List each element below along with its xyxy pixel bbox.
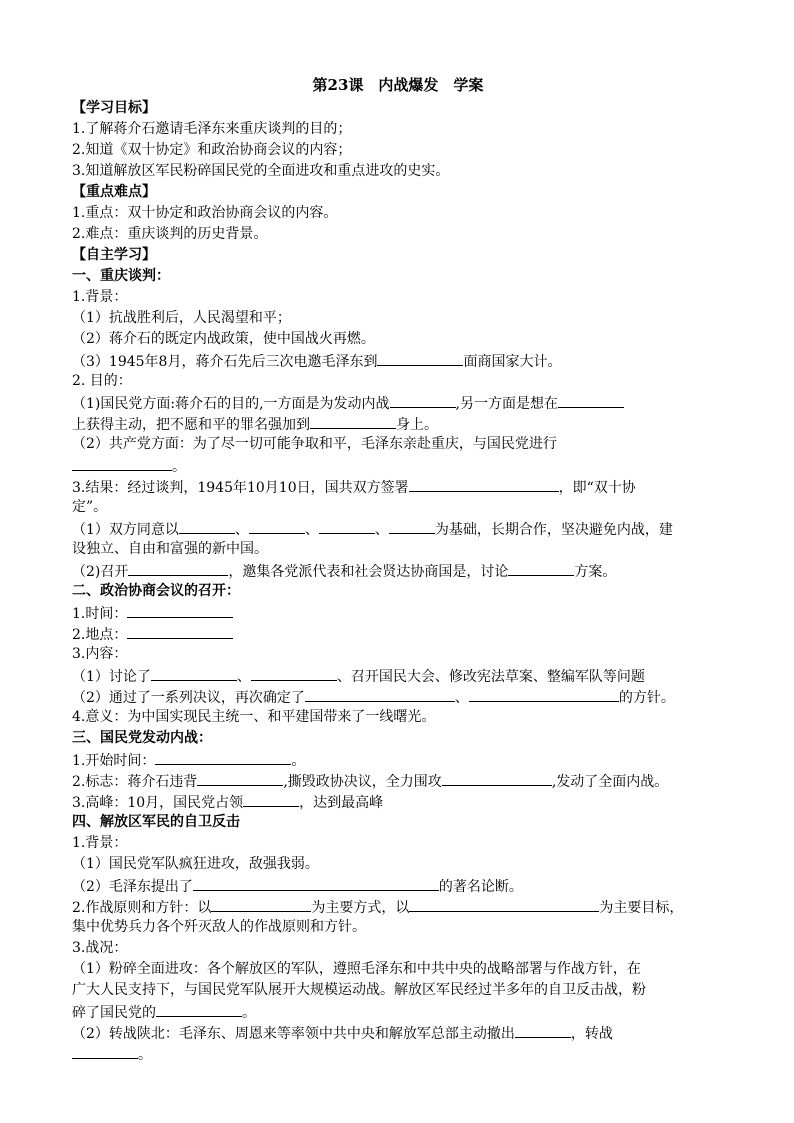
blank-field[interactable] [442,770,552,786]
blank-field[interactable] [319,518,375,534]
s4-war-label: 3.战况： [72,940,128,956]
keypoint-item: 2.难点：重庆谈判的历史背景。 [72,226,268,242]
keypoint-item: 1.重点：双十协定和政治协商会议的内容。 [72,205,338,221]
blank-field[interactable] [211,896,311,912]
objective-item: 3.知道解放区军民粉碎国民党的全面进攻和重点进攻的史实。 [72,163,450,179]
s1-aim-2: （2）共产党方面：为了尽一切可能争取和平，毛泽东亲赴重庆，与国民党进行 [72,436,557,452]
s2-content-1: （1）讨论了 、 、召开国民大会、修改宪法草案、整编军队等问题 [72,665,724,686]
blank-field[interactable] [409,896,599,912]
page-title: 第23课 内战爆发 学案 [312,76,484,94]
blank-field[interactable] [558,392,624,408]
blank-field[interactable] [156,1001,242,1017]
blank-field[interactable] [390,392,456,408]
objective-item: 1.了解蒋介石邀请毛泽东来重庆谈判的目的； [72,121,352,137]
s2-time: 1.时间： [72,602,724,623]
s4-principle: 2.作战原则和方针：以 为主要方式，以 为主要目标， [72,896,724,917]
s3-peak: 3.高峰：10月，国民党占领 ，达到最高峰 [72,791,724,812]
s4-background-2: （2）毛泽东提出了 的著名论断。 [72,875,724,896]
s1-background-label: 1.背景： [72,289,128,305]
objectives-heading: 【学习目标】 [72,100,156,116]
blank-field[interactable] [469,686,619,702]
objective-item: 2.知道《双十协定》和政治协商会议的内容； [72,142,352,158]
s4-war-1: （1）粉碎全面进攻：各个解放区的军队，遵照毛泽东和中共中央的战略部署与作战方针，在 [72,961,641,977]
s1-result-cont: 定”。 [72,499,108,515]
s4-background-label: 1.背景： [72,835,128,851]
blank-field[interactable] [155,749,291,765]
s1-result: 3.结果：经过谈判，1945年10月10日，国共双方签署 ，即“双十协 [72,476,724,497]
s2-content-label: 3.内容： [72,646,128,662]
s3-mark: 2.标志：蒋介石违背 ,撕毁政协决议，全力围攻 ,发动了全面内战。 [72,770,724,791]
blank-field[interactable] [377,350,463,366]
s4-war-1-end: 碎了国民党的 。 [72,1001,724,1022]
s1-aim-1: （1)国民党方面:蒋介石的目的,一方面是为发动内战 ,另一方面是想在 [72,392,724,413]
blank-field[interactable] [72,1043,138,1059]
blank-field[interactable] [151,665,237,681]
s1-aim-1-cont: 上获得主动，把不愿和平的罪名强加到 身上。 [72,413,724,434]
s2-place: 2.地点： [72,623,724,644]
s4-war-2-cont: 。 [72,1043,724,1064]
s1-aim-2-cont: 。 [72,455,724,476]
s2-meaning: 4.意义：为中国实现民主统一、和平建国带来了一线曙光。 [72,709,436,725]
blank-field[interactable] [179,518,235,534]
s4-background-1: （1）国民党军队疯狂进攻，敌强我弱。 [72,856,319,872]
blank-field[interactable] [249,518,305,534]
blank-field[interactable] [409,476,559,492]
blank-field[interactable] [310,413,396,429]
selfstudy-heading: 【自主学习】 [72,247,156,263]
blank-field[interactable] [127,623,233,639]
section-2-title: 二、政治协商会议的召开： [72,583,240,599]
s1-result-1: （1）双方同意以 、 、 、 为基础，长期合作，坚决避免内战，建 [72,518,724,539]
section-3-title: 三、国民党发动内战： [72,730,212,746]
blank-field[interactable] [305,686,455,702]
s1-background-3: （3）1945年8月，蒋介石先后三次电邀毛泽东到 面商国家大计。 [72,350,724,371]
s4-war-1-cont: 广大人民支持下，与国民党军队展开大规模运动战。解放区军民经过半多年的自卫反击战，粉 [72,982,646,998]
s1-result-1-cont: 设独立、自由和富强的新中国。 [72,541,268,557]
s1-background-1: （1）抗战胜利后，人民渴望和平； [72,310,291,326]
s4-war-2: （2）转战陕北：毛泽东、周恩来等率领中共中央和解放军总部主动撤出 ，转战 [72,1022,724,1043]
s1-background-2: （2）蒋介石的既定内战政策，使中国战火再燃。 [72,331,375,347]
keypoints-heading: 【重点难点】 [72,184,156,200]
section-4-title: 四、解放区军民的自卫反击 [72,814,240,830]
blank-field[interactable] [128,560,228,576]
s4-principle-cont: 集中优势兵力各个歼灭敌人的作战原则和方针。 [72,919,366,935]
blank-field[interactable] [389,518,435,534]
blank-field[interactable] [508,560,574,576]
worksheet-page [72,74,724,1064]
blank-field[interactable] [515,1022,571,1038]
section-1-title: 一、重庆谈判： [72,268,170,284]
blank-field[interactable] [72,455,172,471]
blank-field[interactable] [197,770,283,786]
s1-aim-label: 2. 目的： [72,373,132,389]
s3-start: 1.开始时间： 。 [72,749,724,770]
blank-field[interactable] [193,875,439,891]
s1-result-2: （2)召开 ，邀集各党派代表和社会贤达协商国是，讨论 方案。 [72,560,724,581]
blank-field[interactable] [251,665,337,681]
s2-content-2: （2）通过了一系列决议，再次确定了 、 的方针。 [72,686,724,707]
blank-field[interactable] [127,602,233,618]
blank-field[interactable] [243,791,299,807]
